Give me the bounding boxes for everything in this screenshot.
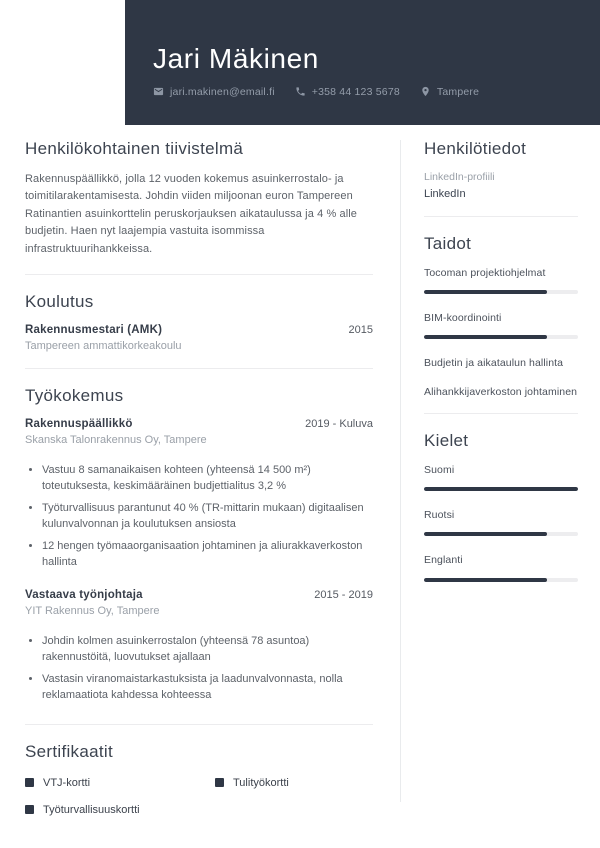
job-entry bbox=[25, 418, 373, 571]
main-column bbox=[25, 139, 373, 816]
job-dates: 2019 - Kuluva bbox=[305, 417, 373, 430]
contact-row bbox=[153, 86, 580, 98]
progress-fill bbox=[424, 578, 547, 582]
degree-title: Rakennusmestari (AMK) bbox=[25, 323, 163, 336]
language-item bbox=[424, 508, 578, 536]
divider bbox=[25, 274, 373, 275]
education-heading: Koulutus bbox=[25, 291, 94, 311]
certificates-grid bbox=[25, 777, 373, 816]
square-bullet-icon bbox=[25, 778, 34, 787]
certificate-label: Työturvallisuuskortti bbox=[43, 803, 140, 816]
section-education bbox=[25, 292, 373, 352]
experience-heading: Työkokemus bbox=[25, 385, 124, 405]
progress-track bbox=[424, 290, 578, 294]
certificate-label: VTJ-kortti bbox=[43, 776, 91, 789]
job-bullets bbox=[42, 462, 373, 571]
progress-track bbox=[424, 532, 578, 536]
sidebar bbox=[424, 139, 578, 599]
language-item bbox=[424, 463, 578, 491]
job-company: YIT Rakennus Oy, Tampere bbox=[25, 604, 160, 617]
skill-label: Tocoman projektiohjelmat bbox=[424, 267, 546, 279]
progress-fill bbox=[424, 487, 578, 491]
job-bullet: • Vastasin viranomaistarkastuksista ja laadunvalvonnasta, nolla reklamaatiota kahdessa kohteessa bbox=[42, 671, 373, 704]
certificate-label: Tulityökortti bbox=[233, 776, 289, 789]
phone-link[interactable] bbox=[295, 86, 400, 98]
section-personal-info bbox=[424, 139, 578, 200]
person-name: Jari Mäkinen bbox=[153, 43, 319, 74]
progress-track bbox=[424, 578, 578, 582]
divider bbox=[25, 724, 373, 725]
progress-fill bbox=[424, 290, 547, 294]
square-bullet-icon bbox=[25, 805, 34, 814]
section-languages bbox=[424, 431, 578, 582]
certificate-item bbox=[25, 804, 215, 816]
skill-item bbox=[424, 356, 578, 371]
section-skills bbox=[424, 234, 578, 400]
skill-label: Budjetin ja aikataulun hallinta bbox=[424, 357, 564, 370]
job-bullet: • Johdin kolmen asuinkerrostalon (yhteensä 78 asuntoa) rakennustöitä, luovutukset ajallaan bbox=[42, 633, 373, 666]
summary-text: Rakennuspäällikkö, jolla 12 vuoden kokemus asuinkerrostalo- ja toimitilarakentamisesta. Johdin viiden miljoonan euron Tampereen Ratinantien asuinkorttelin peruskorjauksen aikataulussa ja 4 % alle budjetin. Haen nyt laajempia vastuita isommissa infrastruktuurihankkeissa. bbox=[25, 173, 357, 255]
job-company: Skanska Talonrakennus Oy, Tampere bbox=[25, 433, 207, 446]
progress-fill bbox=[424, 532, 547, 536]
location-text: Tampere bbox=[436, 85, 480, 98]
progress-track bbox=[424, 335, 578, 339]
progress-track bbox=[424, 487, 578, 491]
email-link[interactable] bbox=[153, 86, 275, 98]
column-divider bbox=[400, 140, 401, 802]
job-bullet: • 12 hengen työmaaorganisaation johtaminen ja aliurakkaverkoston hallinta bbox=[42, 538, 373, 571]
certificate-item bbox=[215, 777, 373, 789]
map-pin-icon bbox=[420, 86, 431, 97]
summary-heading: Henkilökohtainen tiivistelmä bbox=[25, 139, 244, 158]
language-label: Ruotsi bbox=[424, 509, 455, 522]
languages-heading: Kielet bbox=[424, 430, 469, 450]
certificate-item bbox=[25, 777, 215, 789]
divider bbox=[25, 368, 373, 369]
skills-heading: Taidot bbox=[424, 234, 472, 253]
job-title: Vastaava työnjohtaja bbox=[25, 588, 143, 601]
job-title: Rakennuspäällikkö bbox=[25, 417, 133, 430]
section-certificates bbox=[25, 742, 373, 816]
skill-label: BIM-koordinointi bbox=[424, 312, 502, 325]
education-entry bbox=[25, 324, 373, 352]
skill-label: Alihankkijaverkoston johtaminen bbox=[424, 385, 578, 398]
language-label: Englanti bbox=[424, 554, 463, 567]
skill-item bbox=[424, 266, 578, 294]
phone-text: +358 44 123 5678 bbox=[311, 85, 400, 98]
section-summary bbox=[25, 139, 373, 258]
skill-item bbox=[424, 385, 578, 400]
school-name: Tampereen ammattikorkeakoulu bbox=[25, 339, 182, 352]
job-bullet: • Työturvallisuus parantunut 40 % (TR-mittarin mukaan) digitaalisen kulunvalvonnan ja koulutuksen ansiosta bbox=[42, 500, 373, 533]
email-text: jari.makinen@email.fi bbox=[170, 85, 275, 98]
job-entry bbox=[25, 589, 373, 704]
language-item bbox=[424, 553, 578, 581]
header bbox=[125, 0, 600, 125]
linkedin-link[interactable]: LinkedIn bbox=[424, 188, 466, 200]
section-experience bbox=[25, 386, 373, 704]
language-label: Suomi bbox=[424, 463, 455, 476]
divider bbox=[424, 216, 578, 217]
personal-info-heading: Henkilötiedot bbox=[424, 139, 527, 158]
linkedin-label: LinkedIn-profiili bbox=[424, 171, 495, 183]
phone-icon bbox=[295, 86, 306, 97]
envelope-icon bbox=[153, 86, 164, 97]
job-bullets bbox=[42, 633, 373, 704]
location-item[interactable] bbox=[420, 86, 479, 98]
job-bullet: • Vastuu 8 samanaikaisen kohteen (yhteensä 14 500 m²) toteutuksesta, keskimääräinen budjettialitus 3,2 % bbox=[42, 462, 373, 495]
job-dates: 2015 - 2019 bbox=[314, 588, 373, 601]
square-bullet-icon bbox=[215, 778, 224, 787]
education-dates: 2015 bbox=[348, 323, 373, 336]
progress-fill bbox=[424, 335, 547, 339]
certificates-heading: Sertifikaatit bbox=[25, 741, 113, 761]
skill-item bbox=[424, 311, 578, 339]
divider bbox=[424, 413, 578, 414]
